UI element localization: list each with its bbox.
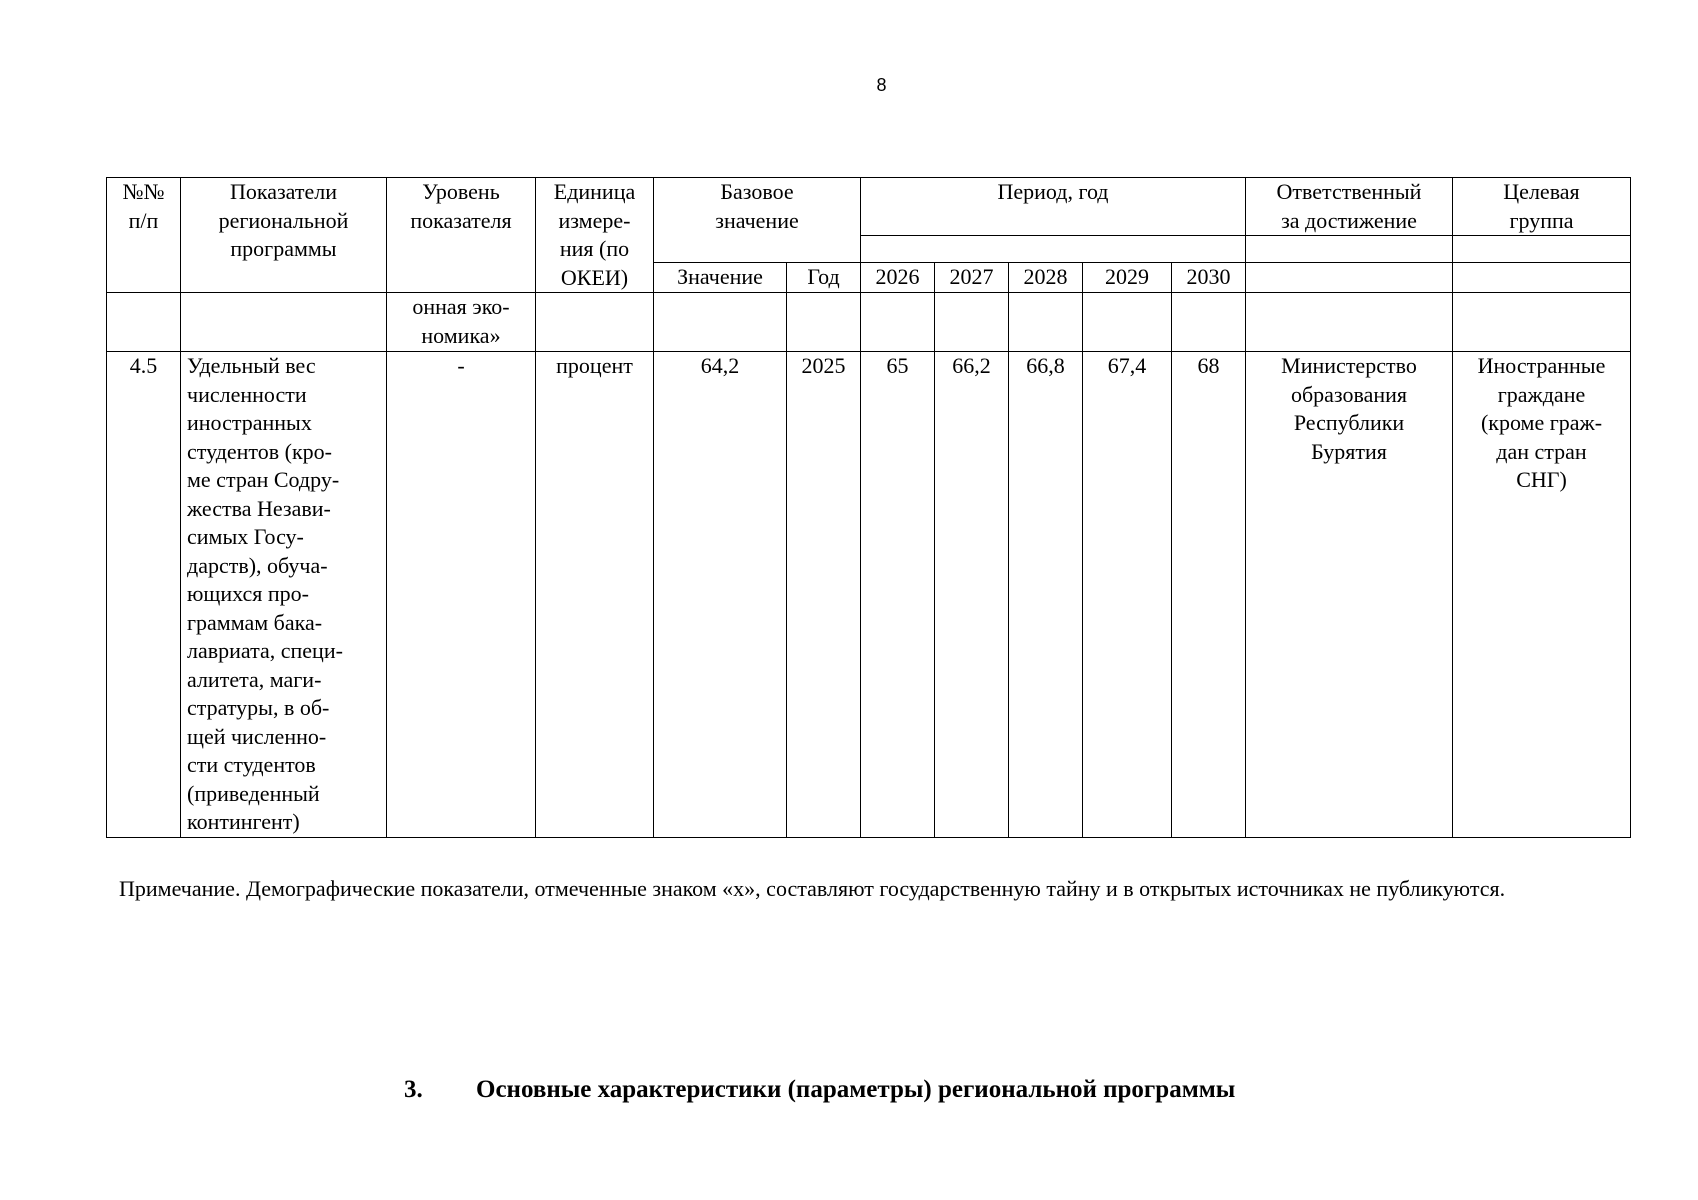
header-responsible-empty [1246,263,1453,293]
header-year-2028: 2028 [1009,263,1083,293]
header-period-blank [861,236,1246,263]
row-base-year: 2025 [787,352,861,838]
continuation-row [107,293,1631,352]
row-value-2030: 68 [1172,352,1246,838]
row-base-value: 64,2 [654,352,787,838]
cont-base-year [787,293,861,352]
row-value-2028: 66,8 [1009,352,1083,838]
row-indicator: Удельный вес численности иностранных студентов (кро- ме стран Содру- жества Незави- симых Госу- дарств), обуча- ющихся про- граммам бака- лавриата, специ- алитета, маги- стратуры, в об- щей численно- сти студентов (приведенный контингент) [181,352,387,838]
header-base: Базовое значение [654,178,861,263]
cont-responsible [1246,293,1453,352]
cont-base-value [654,293,787,352]
row-num: 4.5 [107,352,181,838]
header-responsible: Ответственный за достижение [1246,178,1453,236]
cont-level: онная эко- номика» [387,293,536,352]
cont-2029 [1083,293,1172,352]
header-num: №№ п/п [107,178,181,293]
page-number: 8 [876,75,887,95]
table-row [107,352,1631,838]
cont-unit [536,293,654,352]
cont-2028 [1009,293,1083,352]
cont-2030 [1172,293,1246,352]
row-responsible: Министерство образования Республики Бурятия [1246,352,1453,838]
header-responsible-blank [1246,236,1453,263]
header-year-2027: 2027 [935,263,1009,293]
header-year-2029: 2029 [1083,263,1172,293]
table-note: Примечание. Демографические показатели, отмеченные знаком «х», составляют государственную тайну и в открытых источниках не публикуются. [119,876,1506,901]
header-base-year: Год [787,263,861,293]
cont-2026 [861,293,935,352]
header-unit: Единица измере- ния (по ОКЕИ) [536,178,654,293]
row-value-2029: 67,4 [1083,352,1172,838]
cont-target [1453,293,1631,352]
cont-2027 [935,293,1009,352]
header-target-group: Целевая группа [1453,178,1631,236]
header-base-value: Значение [654,263,787,293]
row-value-2026: 65 [861,352,935,838]
header-period: Период, год [861,178,1246,236]
header-target-blank [1453,236,1631,263]
header-year-2030: 2030 [1172,263,1246,293]
row-unit: процент [536,352,654,838]
header-indicator: Показатели региональной программы [181,178,387,293]
cont-indicator [181,293,387,352]
section-title: Основные характеристики (параметры) региональной программы [476,1076,1236,1103]
row-level: - [387,352,536,838]
indicators-table [106,177,1631,838]
header-level: Уровень показателя [387,178,536,293]
row-target-group: Иностранные граждане (кроме граж- дан стран СНГ) [1453,352,1631,838]
header-row-1 [107,178,1631,236]
section-heading [404,1076,1235,1104]
header-target-empty [1453,263,1631,293]
section-number: 3. [404,1076,423,1103]
row-value-2027: 66,2 [935,352,1009,838]
header-year-2026: 2026 [861,263,935,293]
cont-num [107,293,181,352]
